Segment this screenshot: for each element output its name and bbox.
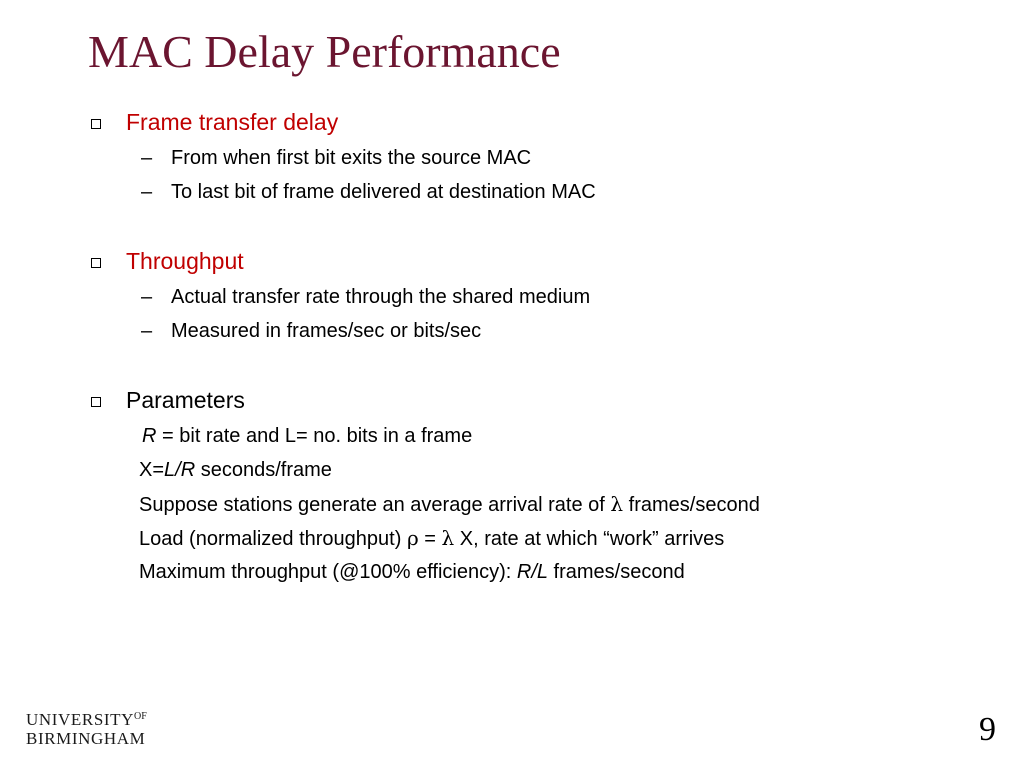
var-r: R	[142, 425, 157, 447]
var-r-over-l: R/L	[516, 561, 548, 583]
square-bullet-icon	[91, 258, 101, 268]
square-bullet-icon	[91, 397, 101, 407]
heading-frame-transfer-delay: Frame transfer delay	[126, 109, 339, 135]
dash-bullet: –	[141, 181, 153, 203]
param-line-load: Load (normalized throughput) ρ = λ X, rate at which “work” arrives	[139, 526, 725, 550]
sub-item: Measured in frames/sec or bits/sec	[171, 320, 482, 342]
lambda-symbol: λ	[610, 492, 624, 516]
university-logo: $UNIVERSITY^{OF}$ BIRMINGHAM	[26, 710, 147, 748]
param-line-bit-rate: R = bit rate and L= no. bits in a frame	[142, 425, 473, 447]
sub-item: Actual transfer rate through the shared medium	[171, 286, 591, 308]
slide-title: MAC Delay Performance	[88, 26, 561, 77]
dash-bullet: –	[141, 320, 153, 342]
lambda-symbol: λ	[441, 526, 455, 550]
sub-item: From when first bit exits the source MAC	[171, 147, 532, 169]
param-line-max-throughput: Maximum throughput (@100% efficiency): R/L frames/second	[139, 561, 685, 583]
param-line-arrival-rate: Suppose stations generate an average arrival rate of λ frames/second	[139, 492, 760, 516]
sub-item: To last bit of frame delivered at destination MAC	[171, 181, 596, 203]
dash-bullet: –	[141, 286, 153, 308]
var-l-over-r: L/R	[164, 459, 196, 481]
heading-throughput: Throughput	[126, 248, 244, 274]
param-line-x: X=L/R seconds/frame	[139, 459, 332, 481]
page-number: 9	[979, 711, 996, 748]
rho-symbol: ρ	[406, 526, 419, 550]
square-bullet-icon	[91, 119, 101, 129]
heading-parameters: Parameters	[126, 387, 245, 413]
dash-bullet: –	[141, 147, 153, 169]
